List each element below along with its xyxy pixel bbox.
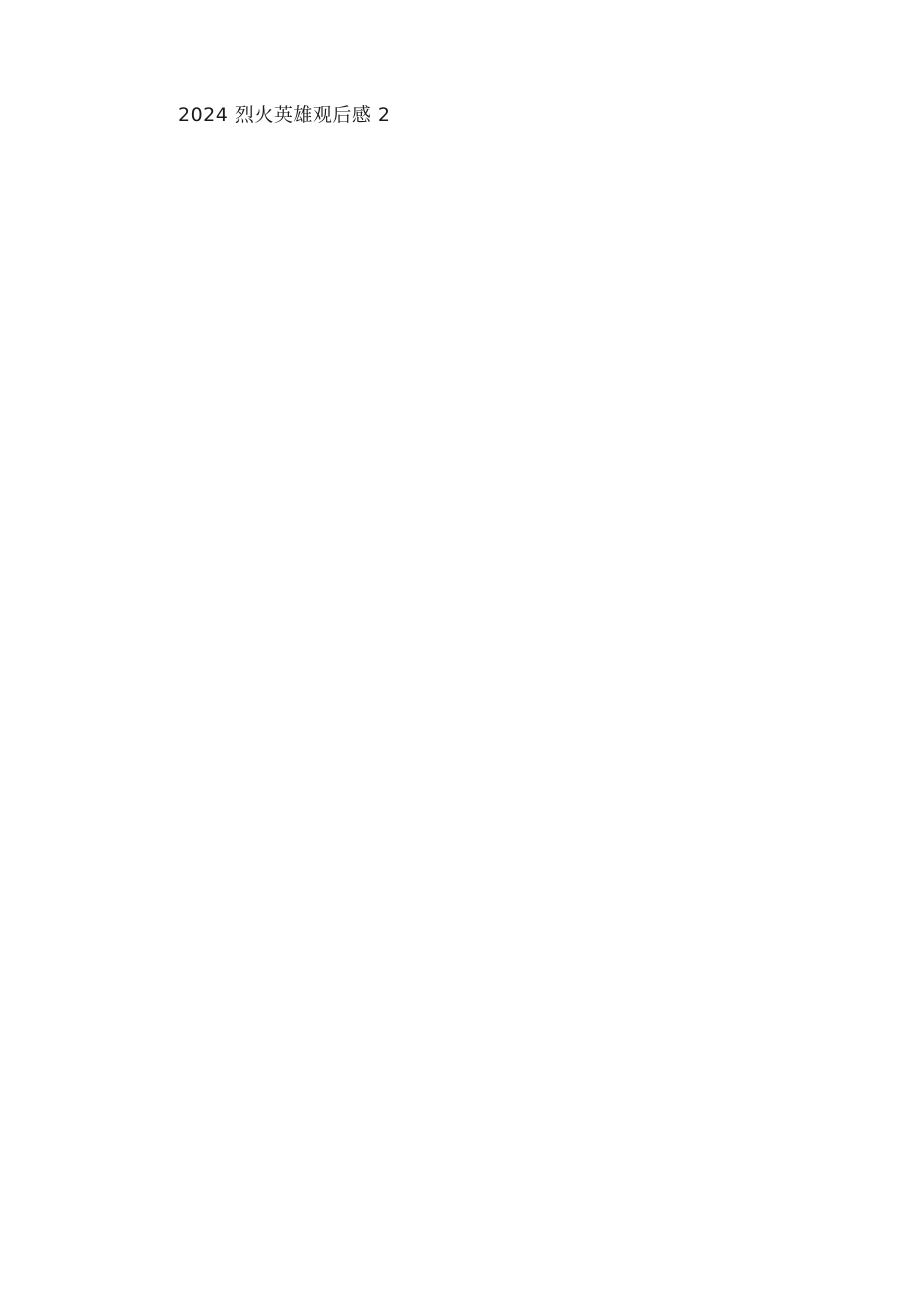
document-title: 2024 烈火英雄观后感 2 [178,104,391,126]
document-body [136,162,800,174]
